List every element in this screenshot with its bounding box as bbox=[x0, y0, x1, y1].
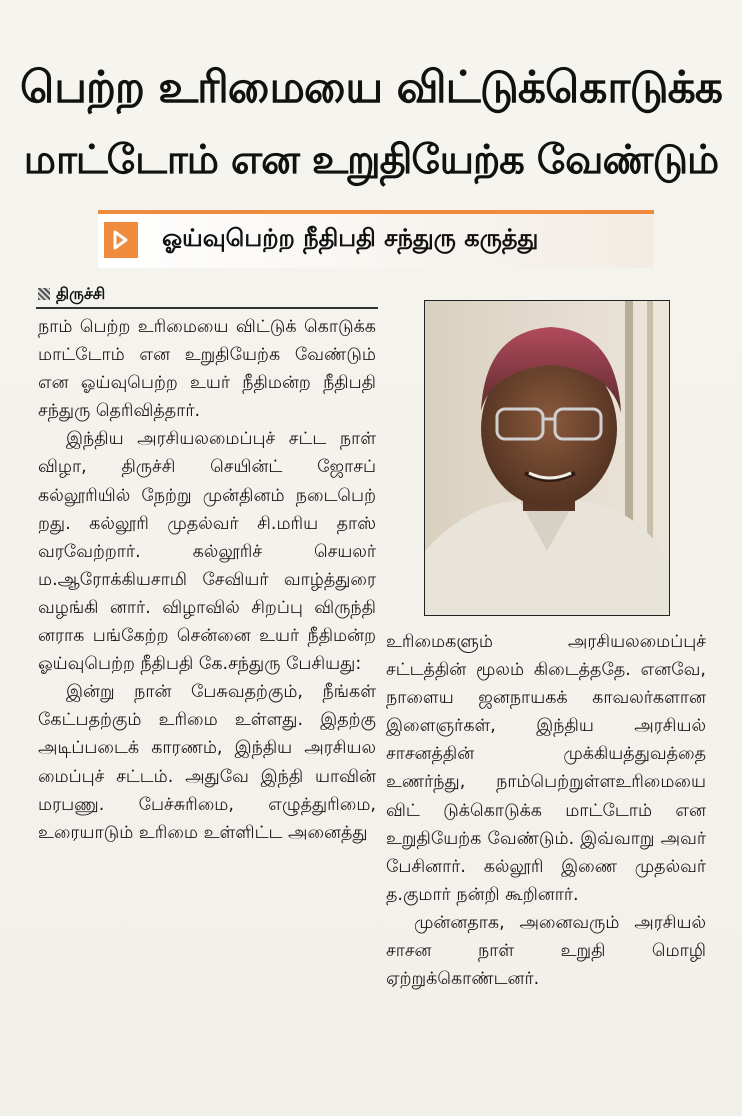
dateline-city: திருச்சி bbox=[56, 283, 106, 303]
article-paragraph: நாம் பெற்ற உரிமையை விட்டுக் கொடுக்க மாட்டோம் என உறுதியேற்க வேண்டும் என ஓய்வுபெற்ற உயர் நீதிமன்ற நீதிபதி சந்துரு தெரிவித்தார். bbox=[38, 317, 376, 422]
article-paragraph: இந்திய அரசியலமைப்புச் சட்ட நாள் விழா, திருச்சி செயின்ட் ஜோசப் கல்லூரியில் நேற்று முன்தினம் நடைபெற் றது. கல்லூரி முதல்வர் சி.மரிய தாஸ் வரவேற்றார். கல்லூரிச் செயலர் ம.ஆரோக்கியசாமி சேவியர் வாழ்த்துரை வழங்கி னார். விழாவில் சிறப்பு விருந்தி னராக பங்கேற்ற சென்னை உயர் நீதிமன்ற ஓய்வுபெற்ற நீதிபதி கே.சந்துரு பேசியது: bbox=[38, 429, 376, 675]
article-column-1 bbox=[38, 313, 376, 847]
headline-line-2: மாட்டோம் என உறுதியேற்க வேண்டும் bbox=[23, 137, 719, 183]
article-column-2 bbox=[386, 628, 706, 993]
subhead-text: ஓய்வுபெற்ற நீதிபதி சந்துரு கருத்து bbox=[162, 224, 539, 252]
headline-line-1: பெற்ற உரிமையை விட்டுக்கொடுக்க bbox=[20, 62, 722, 113]
article-paragraph: இன்று நான் பேசுவதற்கும், நீங்கள் கேட்பதற்கும் உரிமை உள்ளது. இதற்கு அடிப்படைக் காரணம், இந்திய அரசியல மைப்புச் சட்டம். அதுவே இந்தி யாவின் மரபணு. பேச்சுரிமை, எழுத்துரிமை, உரையாடும் உரிமை உள்ளிட்ட அனைத்து bbox=[38, 682, 376, 843]
hatched-square-icon bbox=[38, 288, 50, 300]
article-paragraph: உரிமைகளும் அரசியலமைப்புச் சட்டத்தின் மூலம் கிடைத்ததே. எனவே, நாளைய ஜனநாயகக் காவலர்களான இளைஞர்கள், இந்திய அரசியல் சாசனத்தின் முக்கியத்துவத்தை உணர்ந்து, நாம்பெற்றுள்ளஉரிமையை விட் டுக்கொடுக்க மாட்டோம் என உறுதியேற்க வேண்டும். இவ்வாறு அவர் பேசினார். கல்லூரி இணை முதல்வர் த.குமார் நன்றி கூறினார். bbox=[386, 632, 706, 905]
subhead-banner bbox=[98, 210, 654, 268]
article-paragraph: முன்னதாக, அனைவரும் அரசியல் சாசன நாள் உறுதி மொழி ஏற்றுக்கொண்டனர். bbox=[386, 912, 706, 990]
portrait-photo bbox=[424, 300, 670, 616]
play-arrow-icon bbox=[104, 222, 138, 258]
column-rule bbox=[36, 307, 378, 309]
dateline bbox=[38, 283, 105, 305]
